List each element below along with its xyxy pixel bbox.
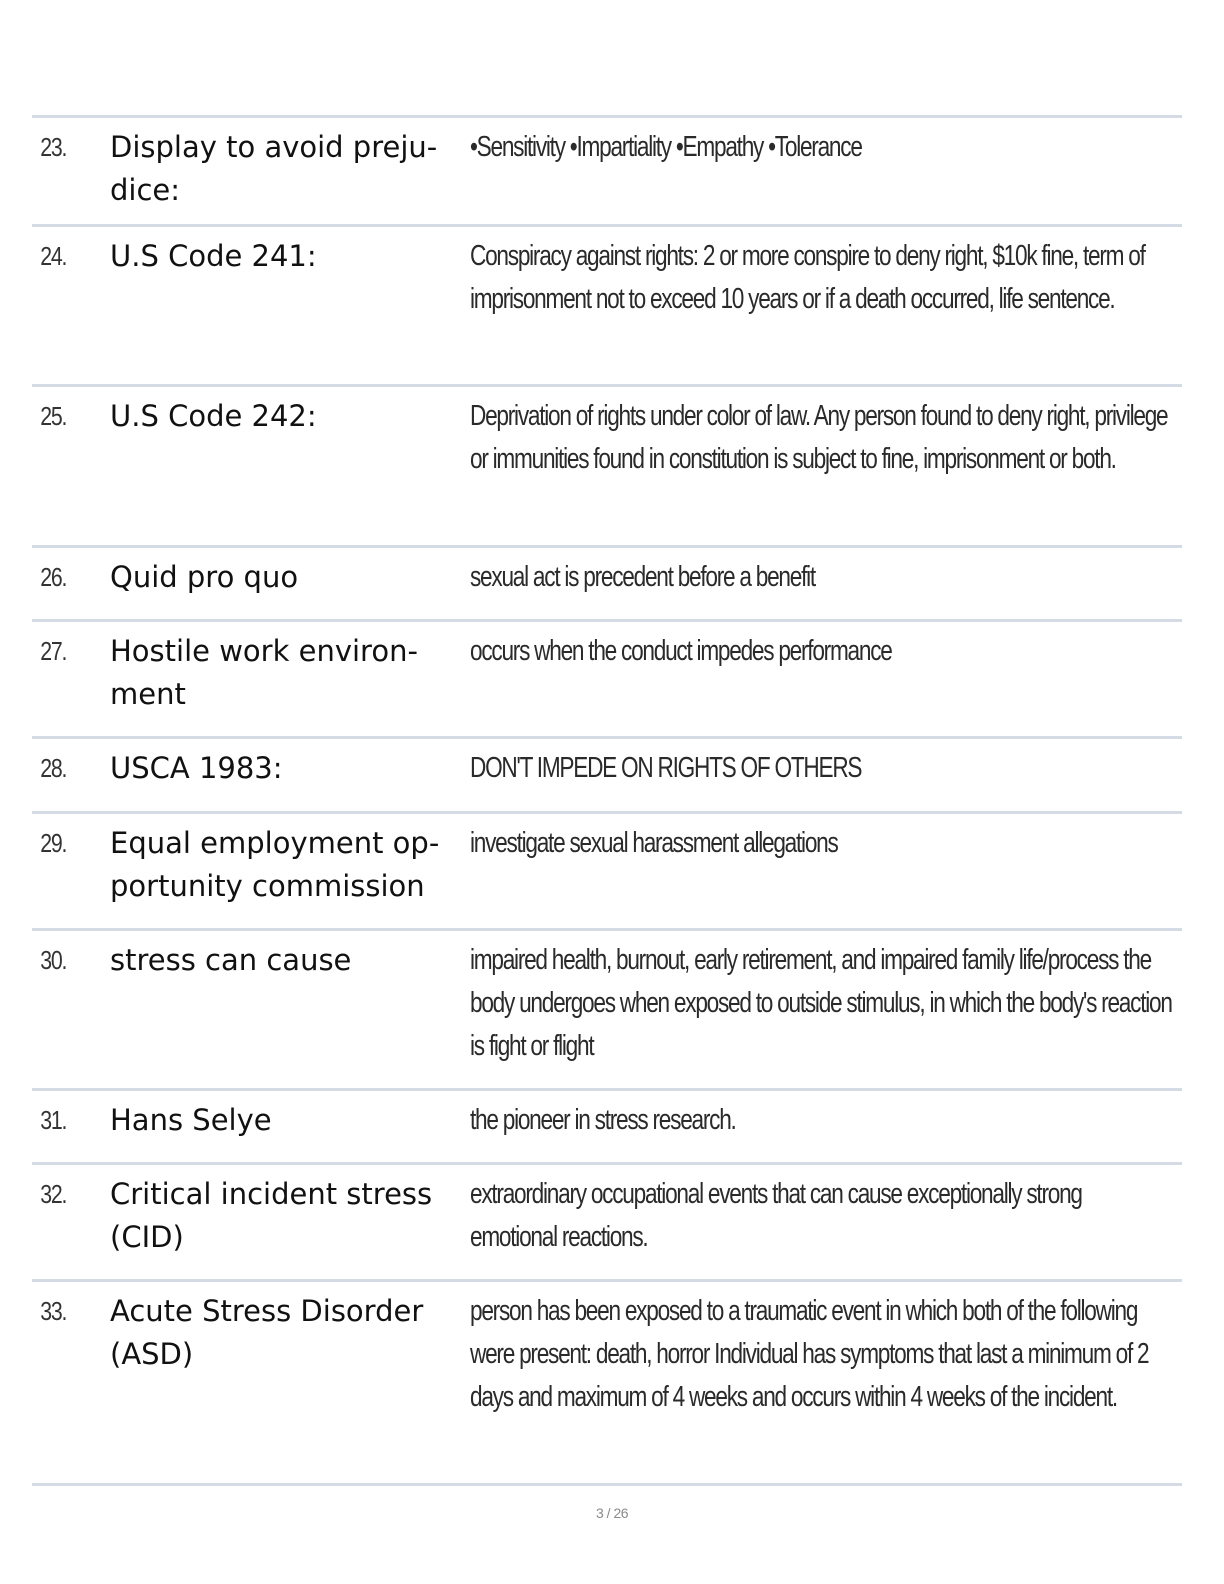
row-number: 24. (40, 241, 67, 271)
row-number: 32. (40, 1179, 67, 1209)
term: Hans Selye (110, 1103, 272, 1137)
definition (470, 1099, 1182, 1142)
table-row (32, 227, 1182, 387)
term: Acute Stress Disorder (ASD) (110, 1294, 424, 1371)
definition (470, 1173, 1182, 1259)
term: U.S Code 241: (110, 239, 317, 273)
definition-text: occurs when the conduct impedes performance (470, 635, 892, 667)
table-row (32, 814, 1182, 931)
definition (470, 939, 1182, 1068)
term: Hostile work environ-ment (110, 634, 418, 711)
row-number: 29. (40, 828, 67, 858)
definition-text: Deprivation of rights under color of law. Any person found to deny right, privilege or immunities found in constitution is subject to fine, imprisonment or both. (470, 400, 1168, 475)
term: Display to avoid preju-dice: (110, 130, 438, 207)
definition-text: DON'T IMPEDE ON RIGHTS OF OTHERS (470, 752, 862, 784)
row-number: 33. (40, 1296, 67, 1326)
definition (470, 235, 1182, 321)
definition-text: •Sensitivity •Impartiality •Empathy •Tolerance (470, 131, 862, 163)
definition-text: Conspiracy against rights: 2 or more conspire to deny right, $10k fine, term of imprisonment not to exceed 10 years or if a death occurred, life sentence. (470, 240, 1145, 315)
term: Quid pro quo (110, 560, 299, 594)
term: USCA 1983: (110, 751, 283, 785)
definition (470, 126, 1182, 169)
table-row (32, 622, 1182, 739)
definition (470, 556, 1182, 599)
row-number: 27. (40, 636, 67, 666)
definition-text: extraordinary occupational events that can cause exceptionally strong emotional reactions. (470, 1178, 1082, 1253)
term: Critical incident stress (CID) (110, 1177, 433, 1254)
term: stress can cause (110, 943, 352, 977)
definition-text: the pioneer in stress research. (470, 1104, 736, 1136)
definition-text: sexual act is precedent before a benefit (470, 561, 815, 593)
definition (470, 1290, 1182, 1419)
table-row (32, 1282, 1182, 1486)
row-number: 25. (40, 401, 67, 431)
definition (470, 747, 1182, 790)
row-number: 31. (40, 1105, 67, 1135)
row-number: 26. (40, 562, 67, 592)
table-row (32, 931, 1182, 1091)
definition (470, 822, 1182, 865)
table-row (32, 548, 1182, 622)
table-row (32, 118, 1182, 227)
page-indicator: 3 / 26 (595, 1505, 629, 1521)
flashcard-table (32, 115, 1182, 1486)
table-row (32, 387, 1182, 548)
definition-text: person has been exposed to a traumatic event in which both of the following were present: death, horror Individual has symptoms that last a minimum of 2 days and maximum of 4 weeks and occurs within 4 weeks of the incident. (470, 1295, 1149, 1413)
row-number: 23. (40, 132, 67, 162)
term: U.S Code 242: (110, 399, 317, 433)
table-row (32, 1091, 1182, 1165)
definition (470, 630, 1182, 673)
definition-text: impaired health, burnout, early retirement, and impaired family life/process the body undergoes when exposed to outside stimulus, in which the body's reaction is fight or flight (470, 944, 1172, 1062)
term: Equal employment op-portunity commission (110, 826, 440, 903)
table-row (32, 739, 1182, 814)
table-row (32, 1165, 1182, 1282)
row-number: 28. (40, 753, 67, 783)
row-number: 30. (40, 945, 67, 975)
definition (470, 395, 1182, 481)
definition-text: investigate sexual harassment allegations (470, 827, 838, 859)
